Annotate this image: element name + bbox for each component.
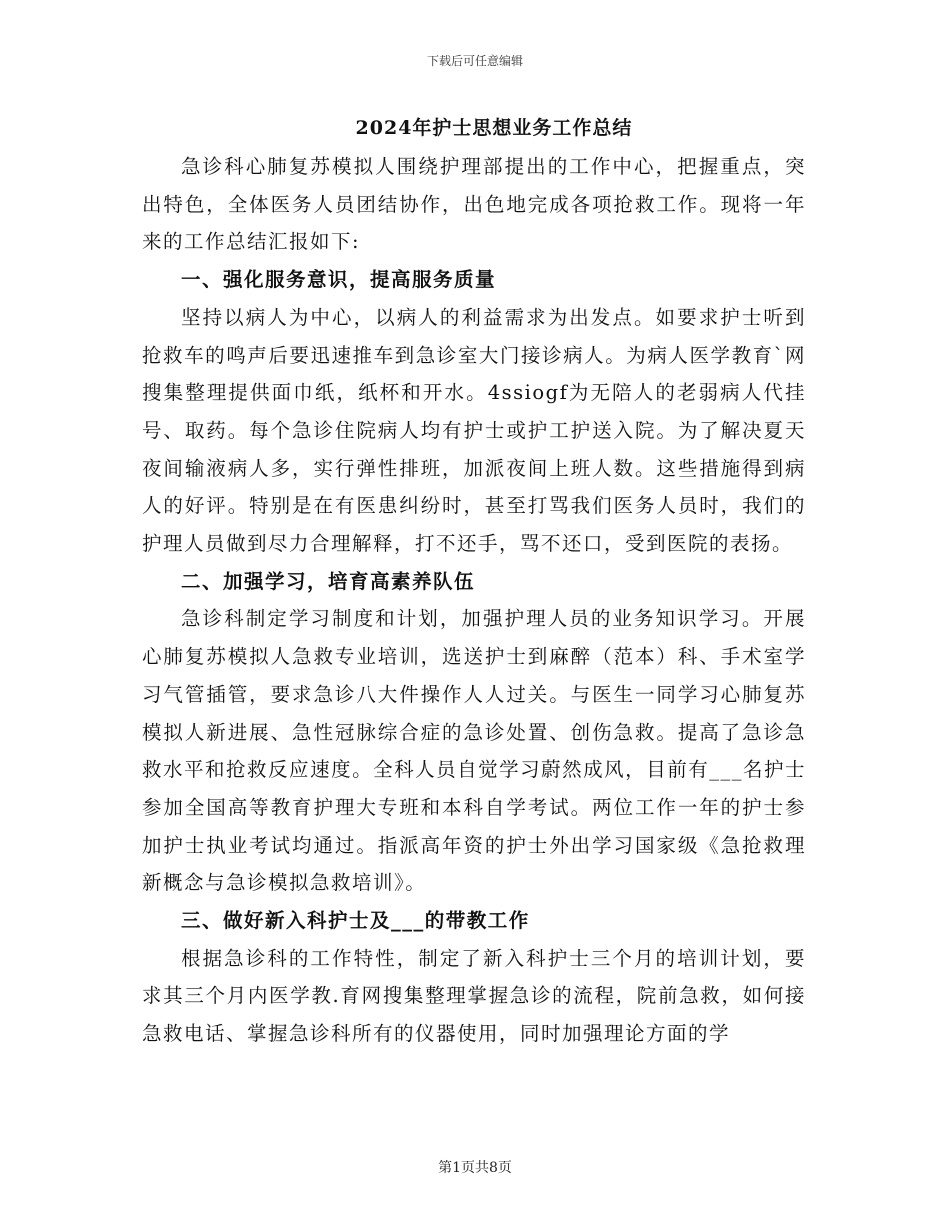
section-2-heading: 二、加强学习，培育高素养队伍: [181, 569, 476, 593]
page-footer-number: 第1页共8页: [438, 1160, 512, 1176]
section-2-body: 急诊科制定学习制度和计划，加强护理人员的业务知识学习。开展心肺复苏模拟人急救专业培训，选送护士到麻醉（范本）科、手术室学习气管插管，要求急诊八大件操作人人过关。与医生一同学习心肺复苏模拟人新进展、急性冠脉综合症的急诊处置、创伤急救。提高了急诊急救水平和抢救反应速度。全科人员自觉学习蔚然成风，目前有___名护士参加全国高等教育护理大专班和本科自学考试。两位工作一年的护士参加护士执业考试均通过。指派高年资的护士外出学习国家级《急抢救理新概念与急诊模拟急救培训》。: [142, 607, 806, 895]
page-header-note: 下载后可任意编辑: [426, 54, 523, 68]
section-3-body: 根据急诊科的工作特性，制定了新入科护士三个月的培训计划，要求其三个月内医学教.育网搜集整理掌握急诊的流程，院前急救，如何接急救电话、掌握急诊科所有的仪器使用，同时加强理论方面的学: [142, 946, 806, 1046]
intro-paragraph: 急诊科心肺复苏模拟人围绕护理部提出的工作中心，把握重点，突出特色，全体医务人员团结协作，出色地完成各项抢救工作。现将一年来的工作总结汇报如下:: [142, 155, 806, 254]
section-1-heading: 一、强化服务意识，提高服务质量: [181, 268, 497, 292]
section-1-body: 坚持以病人为中心，以病人的利益需求为出发点。如要求护士听到抢救车的鸣声后要迅速推车到急诊室大门接诊病人。为病人医学教育`网搜集整理提供面巾纸，纸杯和开水。4ssiogf为无陪人的老弱病人代挂号、取药。每个急诊住院病人均有护士或护工护送入院。为了解决夏天夜间输液病人多，实行弹性排班，加派夜间上班人数。这些措施得到病人的好评。特别是在有医患纠纷时，甚至打骂我们医务人员时，我们的护理人员做到尽力合理解释，打不还手，骂不还口，受到医院的表扬。: [142, 305, 806, 556]
section-3-heading: 三、做好新入科护士及___的带教工作: [181, 909, 530, 933]
document-body: [142, 108, 806, 1053]
document-title: 2024年护士思想业务工作总结: [355, 117, 633, 139]
